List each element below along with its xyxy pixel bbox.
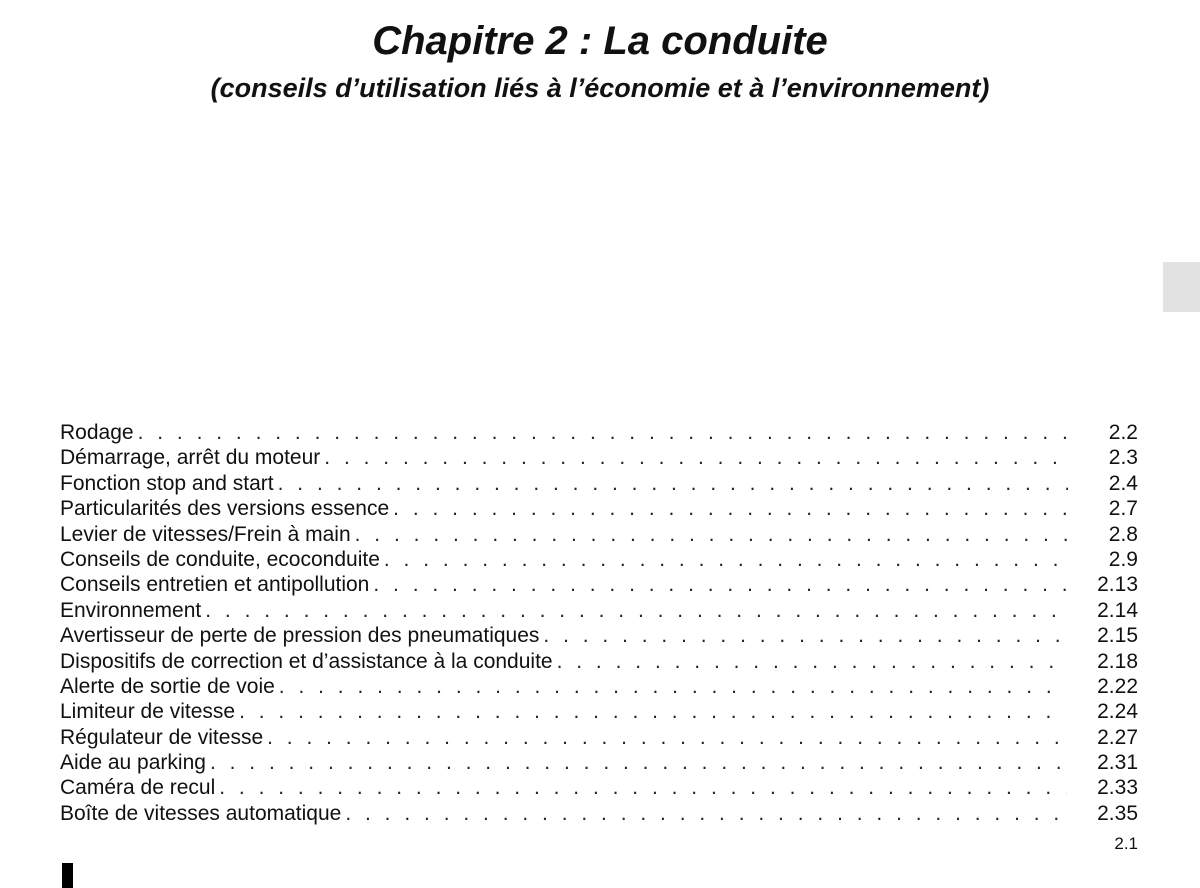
toc-dot-leader xyxy=(239,699,1067,724)
toc-entry[interactable] xyxy=(60,699,1138,724)
page-number: 2.1 xyxy=(1114,834,1138,853)
toc-entry-label: Régulateur de vitesse xyxy=(60,725,264,749)
table-of-contents xyxy=(60,420,1138,826)
toc-dot-leader xyxy=(384,547,1068,572)
toc-entry[interactable] xyxy=(60,420,1138,445)
toc-entry-label: Aide au parking xyxy=(60,751,206,775)
toc-entry-page: 2.31 xyxy=(1097,751,1138,775)
toc-dot-leader xyxy=(219,775,1067,800)
toc-entry[interactable] xyxy=(60,522,1138,547)
toc-entry-page: 2.13 xyxy=(1097,573,1138,597)
toc-entry[interactable] xyxy=(60,471,1138,496)
toc-dot-leader xyxy=(210,750,1067,775)
toc-dot-leader xyxy=(138,420,1068,445)
toc-entry-page: 2.2 xyxy=(1108,421,1138,444)
toc-dot-leader xyxy=(345,801,1067,826)
toc-entry-page: 2.4 xyxy=(1108,471,1138,495)
toc-entry[interactable] xyxy=(60,623,1138,648)
toc-dot-leader xyxy=(279,674,1067,699)
toc-entry[interactable] xyxy=(60,725,1138,750)
toc-entry-page: 2.33 xyxy=(1097,776,1138,800)
toc-entry-page: 2.8 xyxy=(1108,522,1138,546)
toc-entry[interactable] xyxy=(60,649,1138,674)
toc-dot-leader xyxy=(543,623,1067,648)
toc-entry-label: Levier de vitesses/Frein à main xyxy=(60,522,351,546)
chapter-title: Chapitre 2 : La conduite xyxy=(372,19,828,63)
toc-entry-page: 2.22 xyxy=(1097,674,1138,698)
toc-entry[interactable] xyxy=(60,572,1138,597)
toc-entry-page: 2.35 xyxy=(1097,801,1138,825)
toc-entry[interactable] xyxy=(60,547,1138,572)
chapter-subtitle: (conseils d’utilisation liés à l’économie et à l’environnement) xyxy=(210,73,990,103)
toc-entry-page: 2.3 xyxy=(1108,446,1138,470)
toc-entry[interactable] xyxy=(60,445,1138,470)
toc-entry-label: Caméra de recul xyxy=(60,776,216,800)
toc-dot-leader xyxy=(373,572,1067,597)
toc-entry-page: 2.7 xyxy=(1108,497,1138,521)
toc-entry-label: Rodage xyxy=(60,421,134,444)
toc-entry-label: Boîte de vitesses automatique xyxy=(60,801,342,825)
toc-dot-leader xyxy=(393,496,1068,521)
toc-entry-page: 2.9 xyxy=(1108,547,1138,571)
toc-dot-leader xyxy=(278,471,1068,496)
toc-entry[interactable] xyxy=(60,750,1138,775)
toc-dot-leader xyxy=(205,598,1067,623)
toc-entry-label: Limiteur de vitesse xyxy=(60,700,236,724)
toc-entry-page: 2.14 xyxy=(1097,598,1138,622)
toc-entry-label: Alerte de sortie de voie xyxy=(60,674,275,698)
toc-entry-label: Fonction stop and start xyxy=(60,471,274,495)
toc-entry-label: Dispositifs de correction et d’assistance à la conduite xyxy=(60,649,553,673)
toc-entry-page: 2.27 xyxy=(1097,725,1138,749)
toc-entry[interactable] xyxy=(60,496,1138,521)
margin-change-bar xyxy=(62,863,73,888)
toc-entry[interactable] xyxy=(60,598,1138,623)
toc-dot-leader xyxy=(267,725,1067,750)
toc-dot-leader xyxy=(557,649,1068,674)
chapter-thumb-tab xyxy=(1163,262,1200,312)
toc-entry-label: Avertisseur de perte de pression des pneumatiques xyxy=(60,624,540,648)
toc-dot-leader xyxy=(324,445,1068,470)
toc-entry-page: 2.24 xyxy=(1097,700,1138,724)
toc-entry-label: Particularités des versions essence xyxy=(60,497,390,521)
toc-entry-label: Environnement xyxy=(60,598,202,622)
toc-entry-label: Conseils entretien et antipollution xyxy=(60,573,370,597)
toc-entry[interactable] xyxy=(60,775,1138,800)
toc-entry[interactable] xyxy=(60,801,1138,826)
toc-entry[interactable] xyxy=(60,674,1138,699)
toc-entry-label: Conseils de conduite, ecoconduite xyxy=(60,547,380,571)
toc-entry-label: Démarrage, arrêt du moteur xyxy=(60,446,321,470)
toc-entry-page: 2.15 xyxy=(1097,624,1138,648)
toc-dot-leader xyxy=(355,522,1068,547)
toc-entry-page: 2.18 xyxy=(1097,649,1138,673)
